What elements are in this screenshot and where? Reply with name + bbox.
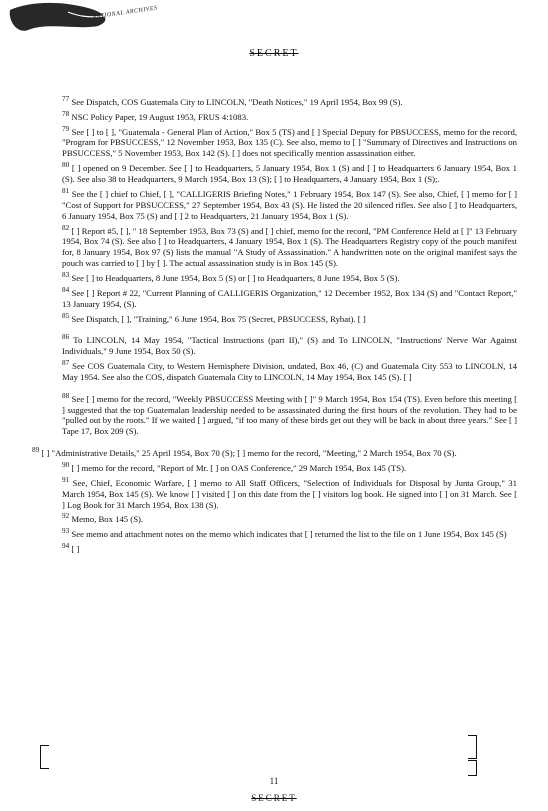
footnote: $^{85}$ See Dispatch, [ ], "Training," 6 June 1954, Box 75 (Secret, PBSUCCESS, Rybat). [ ] [62,311,366,324]
footnote: $^{84}$ See [ ] Report # 22, "Current Planning of CALLIGERIS Organization," 12 December 1952, Box 134 (S) and "Contact Report," 13 January 1954, (S). [62,285,517,309]
footnote: $^{90}$ [ ] memo for the record, "Report of Mr. [ ] on OAS Conference," 29 March 1954, Box 145 (TS). [62,461,407,473]
footnote: $^{77}$ See Dispatch, COS Guatemala City to LINCOLN, "Death Notices," 19 April 1954, Box 99 (S). [62,95,403,107]
footnote: $^{93}$ See memo and attachment notes on the memo which indicates that [ ] returned the list to the file on 1 June 1954, Box 145 (S) [62,527,507,540]
footnote: $^{86}$ To LINCOLN, 14 May 1954, "Tactical Instructions (part II)," (S) and To LINCOLN, "Instructions' Nerve War Against Individuals," 9 June 1954, Box 50 (S). [62,333,518,357]
classification-footer: SECRET [251,793,297,803]
footnote: $^{91}$ See, Chief, Economic Warfare, [ ] memo to All Staff Officers, "Selection of Individuals for Disposal by Junta Group," 31 March 1954, Box 145 (S). We know [ ] visited [ ] on this date from the [ ] visitors log book. He signed into [ ] on 31 March. See [ ] Log Book for 31 March 1954, Box 138 (S). [62,475,517,510]
page-number: 11 [269,776,279,786]
footnote: $^{87}$ See COS Guatemala City, to Western Hemisphere Division, undated, Box 46, (C) and Guatemala City 553 to LINCOLN, 14 May 1954. See also the COS, dispatch Guatemala City to LINCOLN, 14 May 1954, Box 145 (S). [ ] [62,359,518,382]
footnote: $^{88}$ See [ ] memo for the record, "Weekly PBSUCCESS Meeting with [ ]" 9 March 1954, Box 154 (TS). Even before this meeting [ ] suggested that the top Guatemalan leadership needed to be assassinated during the first hours of the revolution. They had to be "pulled out by the roots." If we waited [ ] argued, "if too many of these birds get out they will be back in about three years." See [ ] Tape 17, Box 209 (S). [62,391,517,437]
footnotes-body [32,94,517,556]
footnote: $^{80}$ [ ] opened on 9 December. See [ ] to Headquarters, 5 January 1954, Box 1 (S) and [ ] to Headquarters 6 January 1954, Box 1 (S). See also 38 to Headquarters, 9 March 1954, Box 13 (S); [ ] to Headquarters, 4 January 1954, Box 1 (S);. [62,161,518,184]
footnote: $^{89}$ [ ] "Administrative Details," 25 April 1954, Box 70 (S); [ ] memo for the record, "Meeting," 2 March 1954, Box 70 (S). [32,446,457,459]
redaction-bracket-right [468,760,477,776]
redaction-bracket-left [40,745,49,769]
footnote: $^{79}$ See [ ] to [ ], "Guatemala - General Plan of Action," Box 5 (TS) and [ ] Special Deputy for PBSUCCESS, memo for the record, "Program for PBSUCCESS," 12 November 1953, Box 135 (C). See also, memo to [ ] "Summary of Directives and Instructions on PBSUCCESS," 5 November 1953, Box 142 (S). [ ] does not specifically mention assassination either. [62,124,517,159]
footnote: $^{82}$ [ ] Report #5, [ ], " 18 September 1953, Box 73 (S) and [ ] chief, memo for the record, "PM Conference Held at [ ]" 13 February 1954, Box 74 (S). See also [ ] to Headquarters, 4 January 1954, Box 1 (S). The Headquarters Registry copy of the pouch manifest for, 8 January 1954, Box 97 (S) lists the manual "A Study of Assassination." A handwritten note on the original manifest says the pouch was carried to [ ] by [ ]. The actual assassination study is in Box 145 (S). [62,223,517,269]
footnote: $^{92}$ Memo, Box 145 (S). [62,512,144,525]
classification-header: SECRET [249,48,299,59]
archive-stamp-smudge [8,0,118,40]
redaction-bracket-right [468,735,477,759]
footnote: $^{78}$ NSC Policy Paper, 19 August 1953, FRUS 4:1083. [62,109,249,122]
archive-stamp: NATIONAL ARCHIVES [91,5,159,21]
footnote: $^{94}$ [ ] [62,542,80,554]
footnote: $^{83}$ See [ ] to Headquarters, 8 June 1954, Box 5 (S) or [ ] to Headquarters, 8 June 1954, Box 5 (S). [62,271,400,283]
footnote: $^{81}$ See the [ ] chief to Chief, [ ], "CALLIGERIS Briefing Notes," 1 February 1954, Box 147 (S). See also, Chief, [ ] memo for [ ] "Cost of Support for PBSUCCESS," 27 September 1954, Box 43 (S). He listed the 20 silenced rifles. See also [ ] to Headquarters, 6 January 1954, Box 75 (S) and [ ] 2 to Headquarters, 21 January 1954, Box 1 (S). [62,186,517,221]
